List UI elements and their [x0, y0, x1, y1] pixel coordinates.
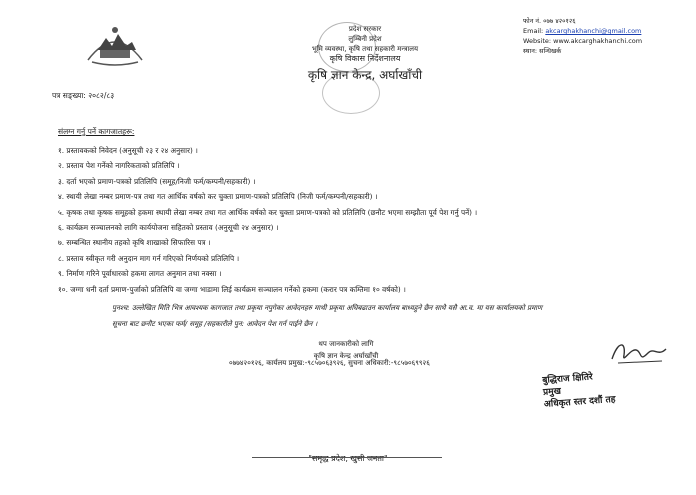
- footer-line1: थप जानकारीको लागि: [318, 340, 374, 348]
- signatory-stamp: [542, 365, 684, 411]
- header-line2: लुम्बिनी प्रदेश: [348, 35, 382, 43]
- signatory-title: प्रमुख: [542, 386, 562, 398]
- list-item: ६. कार्यक्रम सञ्चालनको लागि कार्ययोजना सहितको प्रस्ताव (अनुसूची २४ अनुसार) ।: [58, 222, 279, 232]
- note-line1: पुनश्च: उल्लेखित मिति भित्र आवश्यक कागजात तथा प्रकृया नपुगेका आवेदनहरु माथी प्रकृया अघिबढाउन कार्यालय बाध्यहुने छैन साथै यसै आ.व. मा यस कार्यालयको प्रमाण: [112, 304, 543, 312]
- header-directorate: कृषि विकास निर्देशनालय: [329, 54, 401, 63]
- footer-phones: ०७७४२०१२६, कार्यलय प्रमुख:-९८५७०६३९२६, सुचना अधिकारी:-९८५७०६९९२६: [229, 359, 430, 367]
- list-item: ८. प्रस्ताव स्वीकृत गरी अनुदान माग गर्न गरिएको निर्णयको प्रतिलिपि ।: [58, 253, 240, 263]
- list-item: १. प्रस्तावकको निवेदन (अनुसूची २३ र २४ अनुसार) ।: [58, 146, 198, 155]
- email-link[interactable]: akcarghakhanchi@gmail.com: [545, 27, 642, 35]
- note-line2: सूचना बाट छनौट भएका फर्म/ समूह /सहकारीले पुन: आवेदन पेश गर्न पाईने छैन ।: [112, 320, 318, 328]
- motto-underline: [252, 457, 442, 458]
- contact-block: [523, 16, 693, 56]
- letter-reference: पत्र सङ्ख्या: २०८२/८३: [52, 91, 115, 100]
- postscript-note: [112, 300, 657, 332]
- location: स्थान: सन्धिखर्क: [523, 47, 562, 55]
- signatory-name: बुद्धिराज क्षितिरे: [541, 372, 593, 386]
- motto-text: "समृद्ध प्रदेश, खुसी जनता": [308, 454, 388, 463]
- list-item: १०. जग्गा धनी दर्ता प्रमाण-पुर्जाको प्रतिलिपि वा जग्गा भाडामा लिई कार्यक्रम सञ्चालन गर्नेको हकमा (करार पत्र कम्तिमा १० वर्षको) ।: [58, 284, 406, 294]
- email-label: Email:: [523, 27, 544, 35]
- handwritten-signature-icon: [608, 335, 670, 369]
- documents-list: [58, 143, 477, 297]
- header-office: कृषि ज्ञान केन्द्र, अर्घाखाँची: [307, 68, 423, 82]
- list-item: ५. कृषक तथा कृषक समूहको हकमा स्थायी लेखा नम्बर तथा गत आर्थिक वर्षको कर चुक्ता प्रमाण-पत्रको को प्रतिलिपि (छनौट भएमा सम्झौता पूर्व पेश गर्नु पर्ने) ।: [58, 207, 478, 217]
- list-item: २. प्रस्ताव पेश गर्नेको नागरिकताको प्रतिलिपि ।: [58, 161, 180, 171]
- signatory-rank: अधिकृत स्तर दशौं तह: [543, 394, 616, 410]
- nepal-emblem-icon: [84, 20, 146, 66]
- documents-heading: संलग्न गर्नु पर्ने कागजातहरू:: [58, 127, 135, 136]
- website[interactable]: Website: www.akcarghakhanchi.com: [523, 37, 643, 45]
- list-item: ९. निर्माण गरिने पूर्वाधारको हकमा लागत अनुमान तथा नक्सा ।: [58, 269, 222, 279]
- list-item: ७. सम्बन्धित स्थानीय तहको कृषि शाखाको सिफारिस पत्र ।: [58, 238, 211, 248]
- header-line1: प्रदेश सरकार: [348, 25, 382, 33]
- email-row: [523, 26, 693, 36]
- letterhead: [260, 24, 470, 83]
- phone-number: फोन नं. ०७७ ४२०१२६: [523, 17, 576, 25]
- footer-line2: कृषि ज्ञान केन्द्र अर्घाखाँची: [313, 352, 379, 360]
- motto: [0, 446, 696, 465]
- header-ministry: भूमि व्यवस्था, कृषि तथा सहकारी मन्त्रालय: [311, 45, 419, 53]
- list-item: ३. दर्ता भएको प्रमाण-पत्रको प्रतिलिपि (समूह/निजी फर्म/कम्पनी/सहकारी) ।: [58, 176, 256, 186]
- list-item: ४. स्थायी लेखा नम्बर प्रमाण-पत्र तथा गत आर्थिक वर्षको कर चुक्ता प्रमाण-पत्रको प्रतिलिपि (निजी फर्म/कम्पनी/सहकारी) ।: [58, 192, 378, 202]
